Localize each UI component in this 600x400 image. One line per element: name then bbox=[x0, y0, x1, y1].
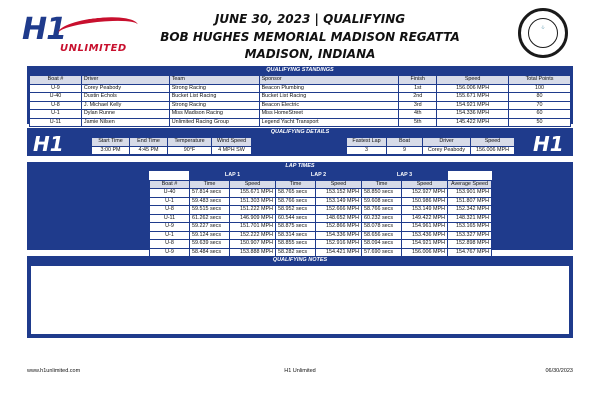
lap-2-header: LAP 2 bbox=[276, 172, 362, 181]
lap-speed-cell: 153.436 MPH bbox=[402, 231, 448, 240]
h1-logo bbox=[22, 12, 142, 52]
lap-time-cell: 58.766 secs bbox=[276, 197, 316, 206]
boat-cell: U-1 bbox=[150, 231, 190, 240]
driver-cell: J. Michael Kelly bbox=[81, 101, 169, 110]
boat-cell: U-8 bbox=[150, 206, 190, 215]
driver-cell: Dylan Runne bbox=[81, 110, 169, 119]
lap-speed-cell: 152.222 MPH bbox=[230, 231, 276, 240]
lap-speed-cell: 146.909 MPH bbox=[230, 214, 276, 223]
col-header: Boat bbox=[387, 138, 423, 147]
average-speed-cell: 153.165 MPH bbox=[448, 223, 492, 232]
points-cell: 70 bbox=[509, 101, 571, 110]
logo-mark: H1 bbox=[22, 12, 66, 47]
sponsor-cell: Beacon Electric bbox=[259, 101, 399, 110]
lap-3-header: LAP 3 bbox=[362, 172, 448, 181]
lap-time-cell: 58.952 secs bbox=[276, 206, 316, 215]
notes-title: QUALIFYING NOTES bbox=[272, 257, 328, 263]
team-cell: Strong Racing bbox=[169, 101, 259, 110]
boat-cell: U-40 bbox=[30, 93, 82, 102]
table-row bbox=[347, 146, 515, 155]
speed-cell: 154.336 MPH bbox=[437, 110, 509, 119]
team-cell: Miss Madison Racing bbox=[169, 110, 259, 119]
h1-logo-left: H1 bbox=[33, 132, 64, 156]
col-header: Time bbox=[276, 180, 316, 189]
lap-group-header-row bbox=[150, 172, 492, 181]
average-speed-cell: 153.327 MPH bbox=[448, 231, 492, 240]
boat-cell: U-1 bbox=[150, 197, 190, 206]
lap-speed-cell: 150.986 MPH bbox=[402, 197, 448, 206]
notes-panel bbox=[27, 256, 573, 338]
event-name: BOB HUGHES MEMORIAL MADISON REGATTA bbox=[160, 30, 460, 44]
lap-speed-cell: 153.888 MPH bbox=[230, 248, 276, 257]
boat-cell: U-8 bbox=[30, 101, 82, 110]
lap-speed-cell: 154.921 MPH bbox=[402, 240, 448, 249]
table-row bbox=[150, 197, 492, 206]
footer-org: H1 Unlimited bbox=[284, 368, 316, 374]
boat-cell: U-11 bbox=[30, 118, 82, 127]
col-header: Average Speed bbox=[448, 180, 492, 189]
lap-speed-cell: 151.701 MPH bbox=[230, 223, 276, 232]
details-left-table bbox=[91, 137, 252, 155]
lap-speed-cell: 153.149 MPH bbox=[316, 197, 362, 206]
col-header: Fastest Lap bbox=[347, 138, 387, 147]
driver-cell: Corey Peabody bbox=[81, 84, 169, 93]
lap-time-cell: 57.690 secs bbox=[362, 248, 402, 257]
finish-cell: 4th bbox=[399, 110, 437, 119]
col-header: End Time bbox=[130, 138, 168, 147]
details-right-table bbox=[346, 137, 515, 155]
wind-speed-value: 4 MPH SW bbox=[212, 146, 252, 155]
col-header: Start Time bbox=[92, 138, 130, 147]
average-speed-cell: 153.901 MPH bbox=[448, 189, 492, 198]
finish-cell: 1st bbox=[399, 84, 437, 93]
speed-cell: 156.006 MPH bbox=[437, 84, 509, 93]
average-speed-cell: 148.321 MPH bbox=[448, 214, 492, 223]
start-time-value: 3:00 PM bbox=[92, 146, 130, 155]
col-header: Sponsor bbox=[259, 76, 399, 85]
lap-time-cell: 58.855 secs bbox=[276, 240, 316, 249]
table-row bbox=[150, 223, 492, 232]
logo-subtitle: UNLIMITED bbox=[60, 43, 127, 54]
average-speed-cell: 152.898 MPH bbox=[448, 240, 492, 249]
speed-cell: 154.921 MPH bbox=[437, 101, 509, 110]
lap-time-cell: 59.608 secs bbox=[362, 197, 402, 206]
points-cell: 80 bbox=[509, 93, 571, 102]
table-row bbox=[30, 118, 571, 127]
col-header: Temperature bbox=[168, 138, 212, 147]
col-header: Speed bbox=[316, 180, 362, 189]
lap-time-cell: 59.515 secs bbox=[190, 206, 230, 215]
lap-time-cell: 58.765 secs bbox=[276, 189, 316, 198]
average-speed-cell: 151.807 MPH bbox=[448, 197, 492, 206]
col-header: Finish bbox=[399, 76, 437, 85]
lap-speed-cell: 152.666 MPH bbox=[316, 206, 362, 215]
speed-cell: 155.671 MPH bbox=[437, 93, 509, 102]
boat-cell: U-9 bbox=[150, 223, 190, 232]
lap-time-cell: 60.232 secs bbox=[362, 214, 402, 223]
lap-speed-cell: 152.916 MPH bbox=[316, 240, 362, 249]
boat-cell: U-11 bbox=[150, 214, 190, 223]
lap-speed-cell: 150.907 MPH bbox=[230, 240, 276, 249]
footer-date: 06/30/2023 bbox=[545, 368, 573, 374]
standings-panel bbox=[27, 66, 573, 124]
speed-value: 156.006 MPH bbox=[471, 146, 515, 155]
standings-header-row bbox=[30, 76, 571, 85]
end-time-value: 4:45 PM bbox=[130, 146, 168, 155]
lap-speed-cell: 151.303 MPH bbox=[230, 197, 276, 206]
team-cell: Strong Racing bbox=[169, 84, 259, 93]
standings-table bbox=[29, 75, 571, 127]
col-header: Time bbox=[190, 180, 230, 189]
driver-cell: Jamie Nilsen bbox=[81, 118, 169, 127]
table-row bbox=[30, 110, 571, 119]
col-header: Speed bbox=[230, 180, 276, 189]
lap-times-table bbox=[149, 171, 492, 257]
col-header: Boat # bbox=[30, 76, 82, 85]
report-date-title: JUNE 30, 2023 | QUALIFYING bbox=[214, 12, 406, 26]
lap-time-cell: 59.483 secs bbox=[190, 197, 230, 206]
team-cell: Unlimited Racing Group bbox=[169, 118, 259, 127]
lap-speed-cell: 153.152 MPH bbox=[316, 189, 362, 198]
lap-speed-cell: 154.336 MPH bbox=[316, 231, 362, 240]
col-header: Boat # bbox=[150, 180, 190, 189]
table-row bbox=[92, 146, 252, 155]
lap-times-title: LAP TIMES bbox=[285, 163, 315, 169]
notes-content bbox=[31, 266, 569, 334]
lap-speed-cell: 152.866 MPH bbox=[316, 223, 362, 232]
lap-speed-cell: 156.006 MPH bbox=[402, 248, 448, 257]
lap-speed-cell: 154.961 MPH bbox=[402, 223, 448, 232]
finish-cell: 2nd bbox=[399, 93, 437, 102]
lap-speed-cell: 155.671 MPH bbox=[230, 189, 276, 198]
table-row bbox=[30, 84, 571, 93]
col-header: Wind Speed bbox=[212, 138, 252, 147]
col-header: Driver bbox=[81, 76, 169, 85]
finish-cell: 3rd bbox=[399, 101, 437, 110]
lap-sub-header-row bbox=[150, 180, 492, 189]
col-header: Speed bbox=[402, 180, 448, 189]
lap-time-cell: 58.314 secs bbox=[276, 231, 316, 240]
boat-cell: U-40 bbox=[150, 189, 190, 198]
sponsor-cell: Bucket List Racing bbox=[259, 93, 399, 102]
col-header: Team bbox=[169, 76, 259, 85]
regatta-seal bbox=[518, 8, 568, 58]
lap-time-cell: 59.124 secs bbox=[190, 231, 230, 240]
lap-time-cell: 60.544 secs bbox=[276, 214, 316, 223]
lap-speed-cell: 151.222 MPH bbox=[230, 206, 276, 215]
table-row bbox=[150, 240, 492, 249]
event-location: MADISON, INDIANA bbox=[244, 47, 376, 61]
boat-cell: U-1 bbox=[30, 110, 82, 119]
details-title: QUALIFYING DETAILS bbox=[270, 129, 330, 135]
lap-speed-cell: 154.421 MPH bbox=[316, 248, 362, 257]
details-header-row bbox=[347, 138, 515, 147]
details-panel bbox=[27, 128, 573, 156]
points-cell: 60 bbox=[509, 110, 571, 119]
sponsor-cell: Legend Yacht Transport bbox=[259, 118, 399, 127]
lap-time-cell: 59.227 secs bbox=[190, 223, 230, 232]
details-header-row bbox=[92, 138, 252, 147]
boat-cell: U-9 bbox=[150, 248, 190, 257]
lap-time-cell: 57.814 secs bbox=[190, 189, 230, 198]
col-header: Speed bbox=[437, 76, 509, 85]
boat-value: 9 bbox=[387, 146, 423, 155]
sponsor-cell: Miss HomeStreet bbox=[259, 110, 399, 119]
lap-time-cell: 58.282 secs bbox=[276, 248, 316, 257]
lap-speed-cell: 149.422 MPH bbox=[402, 214, 448, 223]
driver-value: Corey Peabody bbox=[423, 146, 471, 155]
col-header: Total Points bbox=[509, 76, 571, 85]
lap-speed-cell: 152.927 MPH bbox=[402, 189, 448, 198]
table-row bbox=[150, 189, 492, 198]
temperature-value: 90°F bbox=[168, 146, 212, 155]
col-header: Driver bbox=[423, 138, 471, 147]
table-row bbox=[30, 101, 571, 110]
driver-cell: Dustin Echols bbox=[81, 93, 169, 102]
swoosh-icon bbox=[57, 14, 139, 44]
boat-cell: U-8 bbox=[150, 240, 190, 249]
lap-speed-cell: 148.652 MPH bbox=[316, 214, 362, 223]
finish-cell: 5th bbox=[399, 118, 437, 127]
lap-1-header: LAP 1 bbox=[190, 172, 276, 181]
col-header: Time bbox=[362, 180, 402, 189]
points-cell: 50 bbox=[509, 118, 571, 127]
table-row bbox=[30, 93, 571, 102]
standings-title: QUALIFYING STANDINGS bbox=[266, 67, 334, 73]
boat-cell: U-9 bbox=[30, 84, 82, 93]
h1-logo-right: H1 bbox=[533, 132, 564, 156]
col-header: Speed bbox=[471, 138, 515, 147]
table-row bbox=[150, 214, 492, 223]
lap-times-panel bbox=[27, 162, 573, 255]
lap-time-cell: 58.484 secs bbox=[190, 248, 230, 257]
lap-time-cell: 58.656 secs bbox=[362, 231, 402, 240]
lap-time-cell: 59.639 secs bbox=[190, 240, 230, 249]
lap-time-cell: 61.262 secs bbox=[190, 214, 230, 223]
lap-time-cell: 58.766 secs bbox=[362, 206, 402, 215]
points-cell: 100 bbox=[509, 84, 571, 93]
lap-time-cell: 58.875 secs bbox=[276, 223, 316, 232]
average-speed-cell: 152.342 MPH bbox=[448, 206, 492, 215]
table-row bbox=[150, 206, 492, 215]
seal-center-icon: ⚓ bbox=[541, 25, 545, 29]
lap-speed-cell: 153.149 MPH bbox=[402, 206, 448, 215]
speed-cell: 145.422 MPH bbox=[437, 118, 509, 127]
lap-time-cell: 58.850 secs bbox=[362, 189, 402, 198]
table-row bbox=[150, 231, 492, 240]
fastest-lap-value: 3 bbox=[347, 146, 387, 155]
average-speed-cell: 154.767 MPH bbox=[448, 248, 492, 257]
lap-time-cell: 58.078 secs bbox=[362, 223, 402, 232]
sponsor-cell: Beacon Plumbing bbox=[259, 84, 399, 93]
team-cell: Bucket List Racing bbox=[169, 93, 259, 102]
footer-website: www.h1unlimited.com bbox=[27, 368, 81, 374]
lap-time-cell: 58.094 secs bbox=[362, 240, 402, 249]
